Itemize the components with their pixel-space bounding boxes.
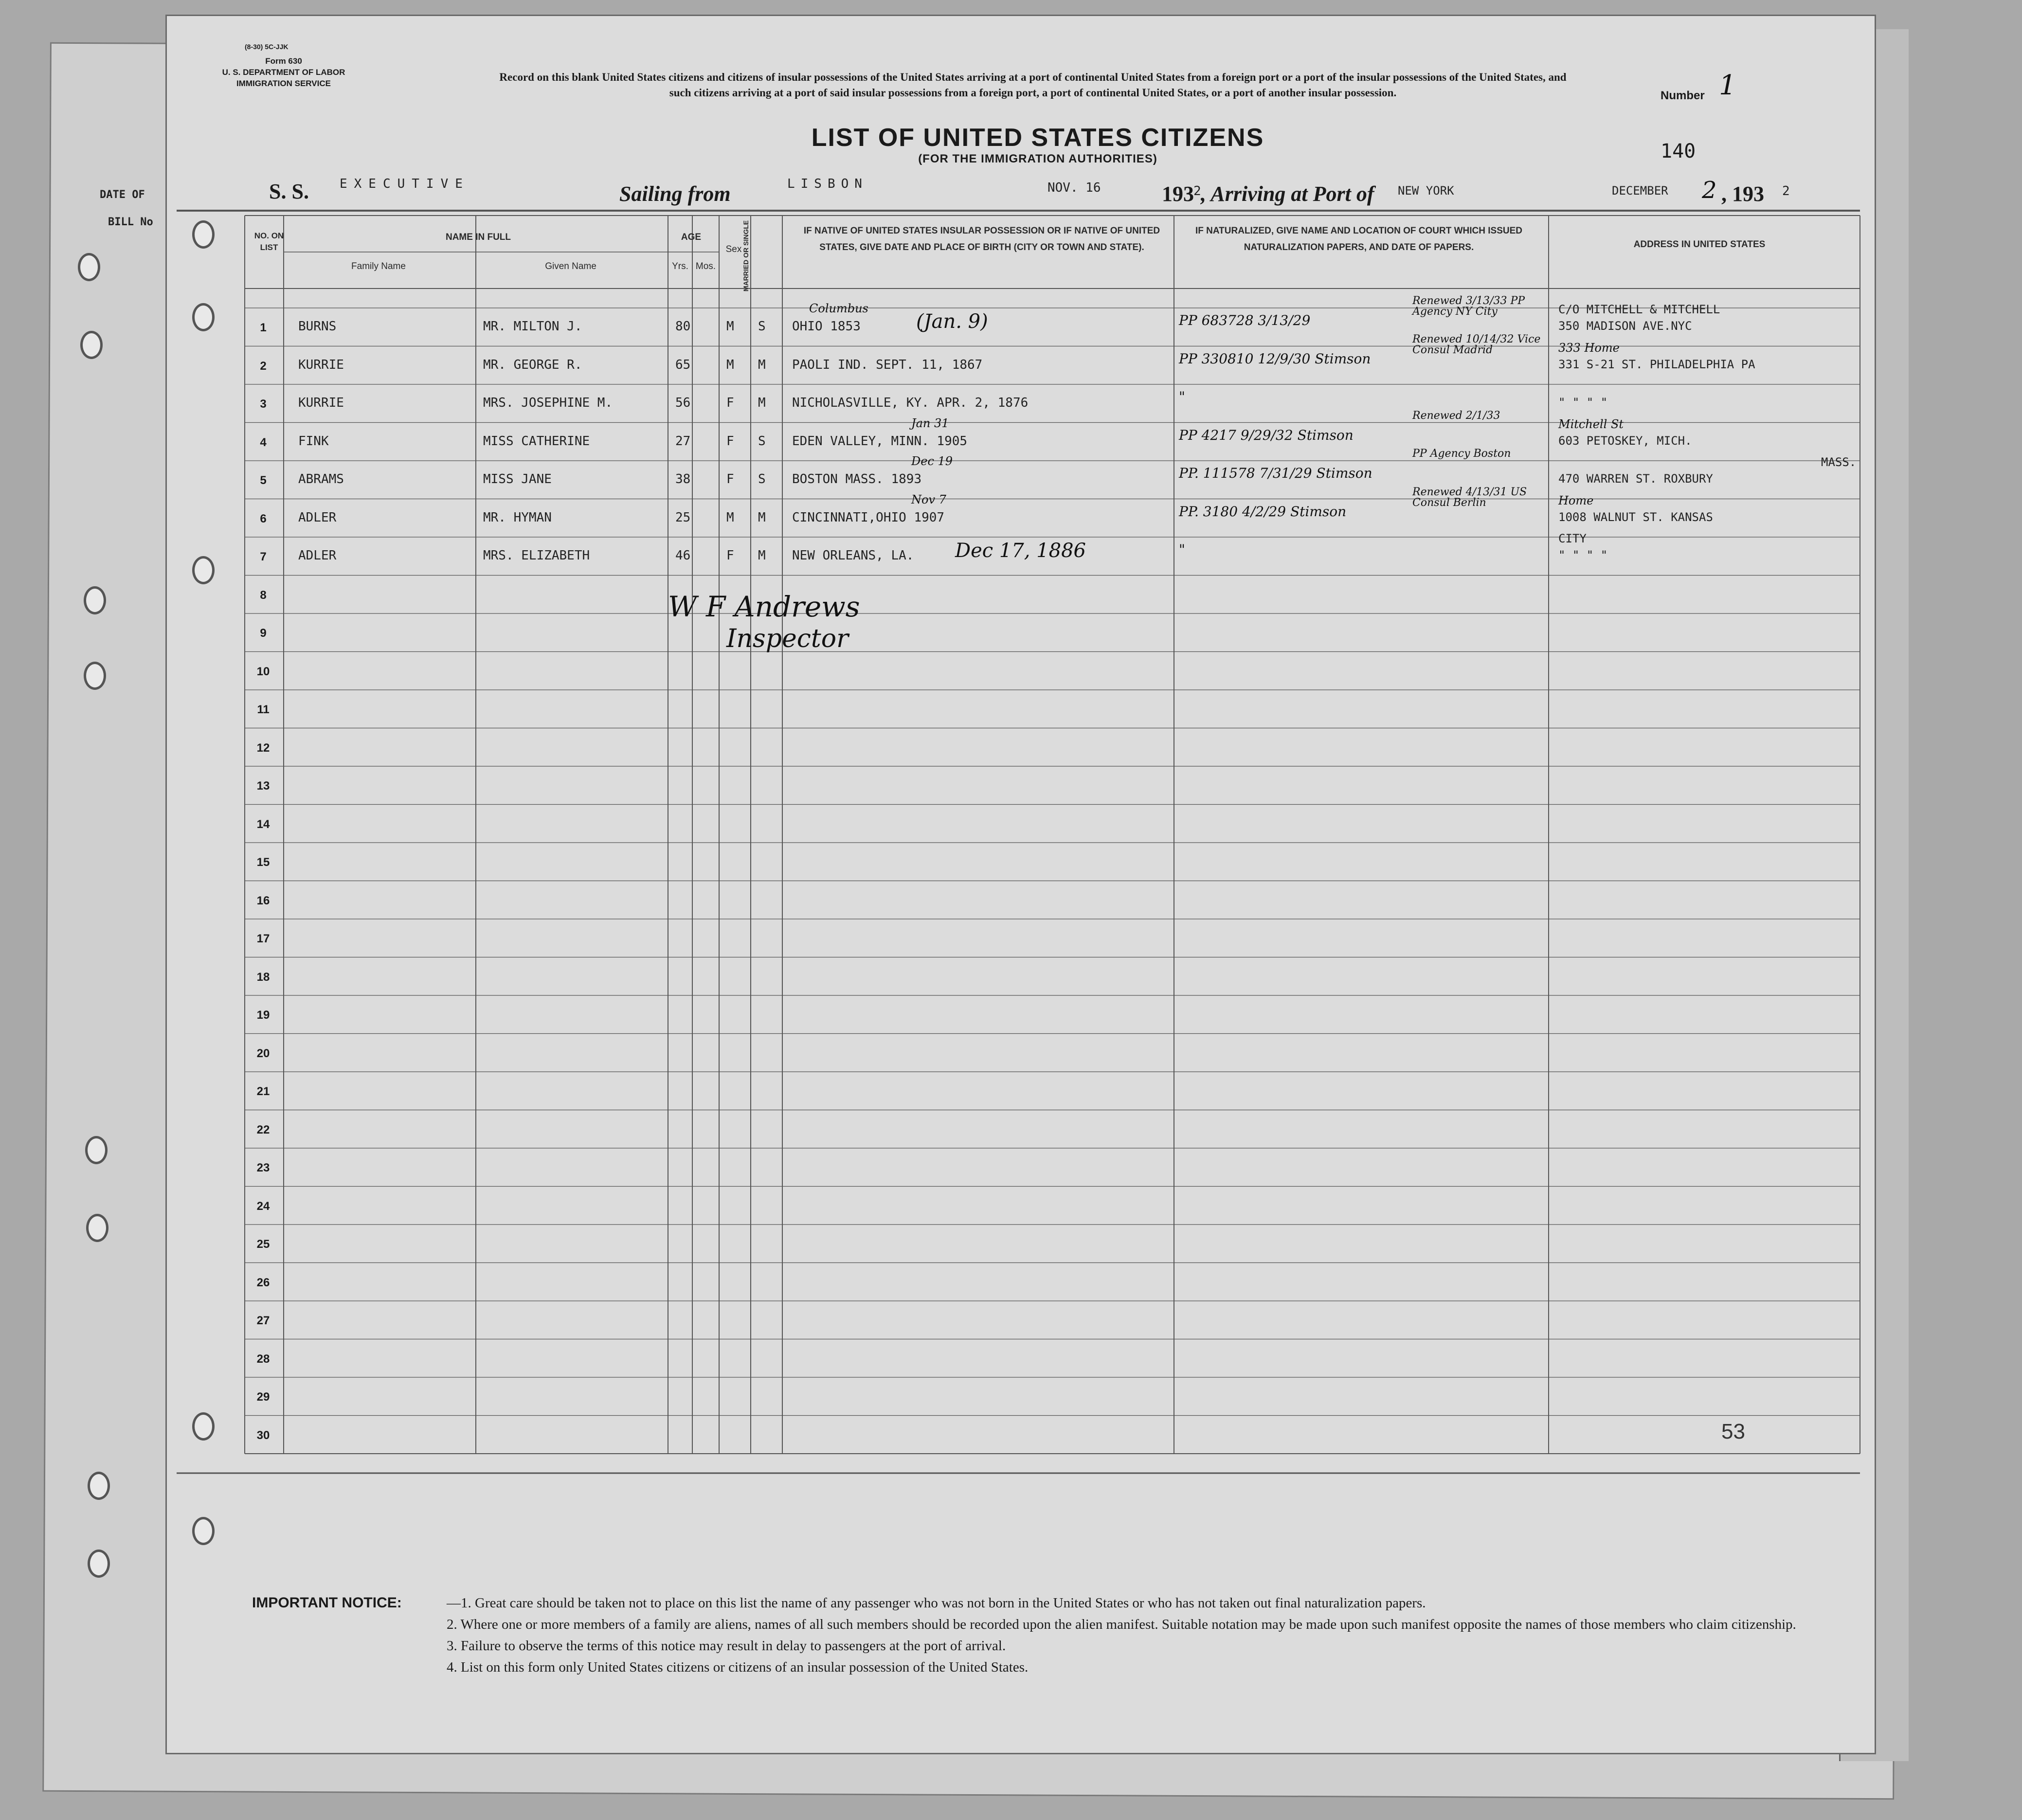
given-name: MR. GEORGE R. bbox=[483, 357, 582, 372]
sheet-hole bbox=[192, 1517, 215, 1545]
birth-place-date: NICHOLASVILLE, KY. APR. 2, 1876 bbox=[792, 396, 1029, 410]
naturalization-papers: PP 4217 9/29/32 Stimson bbox=[1179, 427, 1354, 443]
manifest-sheet bbox=[165, 15, 1876, 1754]
ss-label: S. S. bbox=[269, 180, 309, 203]
col-mos: Mos. bbox=[695, 261, 716, 271]
sheet-hole bbox=[192, 556, 215, 584]
arrival-year-prefix: , 193 bbox=[1721, 182, 1764, 206]
us-address: 470 WARREN ST. ROXBURY bbox=[1558, 472, 1713, 486]
important-notice bbox=[252, 1592, 1799, 1678]
row-number: 21 bbox=[256, 1085, 270, 1098]
sex: F bbox=[726, 472, 734, 487]
age-years: 80 bbox=[675, 319, 691, 334]
sheet-hole bbox=[192, 303, 215, 331]
under-sheet-label-bill: BILL No bbox=[108, 216, 153, 228]
us-address: " " " " bbox=[1558, 396, 1608, 409]
given-name: MR. HYMAN bbox=[483, 510, 552, 525]
col-married-single: MARRIED OR SINGLE bbox=[742, 220, 750, 292]
family-name: ADLER bbox=[298, 510, 337, 525]
us-address: 331 S-21 ST. PHILADELPHIA PA bbox=[1558, 357, 1755, 371]
us-address: 1008 WALNUT ST. KANSAS bbox=[1558, 510, 1713, 524]
inspector-title: Inspector bbox=[726, 624, 849, 653]
family-name: ABRAMS bbox=[298, 472, 344, 487]
given-name: MR. MILTON J. bbox=[483, 319, 582, 334]
marital-status: M bbox=[758, 548, 766, 563]
age-years: 46 bbox=[675, 548, 691, 563]
sex: F bbox=[726, 396, 734, 410]
row-number: 29 bbox=[256, 1390, 270, 1404]
notice-item-1: —1. Great care should be taken not to place on this list the name of any passenger who was not born in the United States or who has not taken out final naturalization papers. bbox=[447, 1595, 1426, 1611]
naturalization-note: Renewed 2/1/33 bbox=[1412, 409, 1500, 422]
family-name: ADLER bbox=[298, 548, 337, 563]
family-name: KURRIE bbox=[298, 396, 344, 410]
depart-year-prefix: 193 bbox=[1162, 182, 1194, 206]
page-number: 140 bbox=[1661, 140, 1696, 162]
service-name: IMMIGRATION SERVICE bbox=[236, 79, 331, 88]
row-number: 19 bbox=[256, 1009, 270, 1022]
col-given-name: Given Name bbox=[545, 261, 596, 271]
col-sex: Sex bbox=[725, 244, 742, 254]
notice-item-4: 4. List on this form only United States citizens or citizens of an insular possession of the United States. bbox=[447, 1659, 1029, 1675]
binder-hole bbox=[80, 331, 103, 359]
naturalization-note: Renewed 3/13/33 PP Agency NY City bbox=[1412, 295, 1525, 318]
birth-place-date: NEW ORLEANS, LA. bbox=[792, 548, 914, 563]
col-family-name: Family Name bbox=[351, 261, 406, 271]
row-number: 1 bbox=[260, 321, 267, 334]
page-title: LIST OF UNITED STATES CITIZENS bbox=[811, 124, 1264, 152]
binder-hole bbox=[88, 1550, 110, 1578]
row-number: 17 bbox=[256, 932, 270, 945]
row-number: 5 bbox=[260, 474, 267, 487]
birth-date-handwritten: Dec 17, 1886 bbox=[955, 540, 1086, 562]
row-number: 13 bbox=[256, 779, 270, 793]
given-name: MRS. JOSEPHINE M. bbox=[483, 396, 613, 410]
row-number: 12 bbox=[256, 741, 270, 755]
notice-item-2: 2. Where one or more members of a family are aliens, names of all such members should be recorded upon the alien manifest. Suitable notation may be made upon such manifest opposite the names of those members who claim citizenship. bbox=[447, 1617, 1796, 1632]
naturalization-papers: PP. 111578 7/31/29 Stimson bbox=[1179, 465, 1372, 481]
family-name: KURRIE bbox=[298, 357, 344, 372]
notice-item-3: 3. Failure to observe the terms of this notice may result in delay to passengers at the port of arrival. bbox=[447, 1638, 1006, 1654]
inspector-signature: W F Andrews bbox=[668, 590, 860, 623]
naturalization-note: PP Agency Boston bbox=[1412, 448, 1511, 460]
birth-note-handwritten: Columbus bbox=[809, 302, 868, 315]
age-years: 56 bbox=[675, 396, 691, 410]
row-number: 3 bbox=[260, 397, 267, 411]
us-address-note: 333 Home bbox=[1558, 341, 1620, 355]
col-yrs: Yrs. bbox=[672, 261, 688, 271]
naturalization-papers: PP 330810 12/9/30 Stimson bbox=[1179, 350, 1371, 367]
sex: M bbox=[726, 357, 734, 372]
us-address: 350 MADISON AVE.NYC bbox=[1558, 319, 1692, 333]
marital-status: M bbox=[758, 396, 766, 410]
row-number: 16 bbox=[256, 894, 270, 907]
age-years: 38 bbox=[675, 472, 691, 487]
marital-status: M bbox=[758, 357, 766, 372]
birth-place-date: PAOLI IND. SEPT. 11, 1867 bbox=[792, 357, 983, 372]
number-label: Number bbox=[1661, 89, 1705, 102]
row-number: 20 bbox=[256, 1046, 270, 1060]
row-number: 15 bbox=[256, 856, 270, 869]
form-number: Form 630 bbox=[265, 56, 302, 66]
record-instructions: Record on this blank United States citizens and citizens of insular possessions of the United States arriving at a port of continental United States from a foreign port or a port of the insular possessions of the United States, and such citizens arriving at a port of said insular possessions from a foreign port, a port of continental United States, or a port of another insular possession. bbox=[499, 71, 1567, 99]
naturalization-papers: PP 683728 3/13/29 bbox=[1179, 312, 1311, 328]
row-number: 14 bbox=[256, 817, 270, 831]
marital-status: M bbox=[758, 510, 766, 525]
col-name-in-full: NAME IN FULL bbox=[445, 232, 511, 242]
notice-label: IMPORTANT NOTICE: bbox=[252, 1595, 402, 1611]
row-number: 18 bbox=[256, 970, 270, 984]
arrival-port: NEW YORK bbox=[1398, 184, 1454, 198]
us-address: " " " " bbox=[1558, 548, 1608, 562]
depart-date: NOV. 16 bbox=[1047, 180, 1101, 195]
row-number: 11 bbox=[257, 703, 270, 716]
us-address: 603 PETOSKEY, MICH. bbox=[1558, 433, 1692, 448]
stamp-number: 53 bbox=[1721, 1420, 1745, 1443]
under-sheet-label-date: DATE OF bbox=[100, 189, 145, 201]
us-address-note: MASS. bbox=[1821, 455, 1857, 469]
row-number: 2 bbox=[260, 359, 267, 373]
row-number: 28 bbox=[256, 1352, 270, 1366]
ship-name: EXECUTIVE bbox=[340, 177, 469, 191]
page-subtitle: (FOR THE IMMIGRATION AUTHORITIES) bbox=[918, 152, 1157, 165]
row-number: 24 bbox=[256, 1199, 270, 1213]
us-address-note: C/O MITCHELL & MITCHELL bbox=[1558, 303, 1720, 316]
sheet-hole bbox=[192, 220, 215, 249]
us-address-note: CITY bbox=[1558, 532, 1587, 545]
col-birth: IF NATIVE OF UNITED STATES INSULAR POSSESSION OR IF NATIVE OF UNITED STATES, GIVE DATE AND PLACE OF BIRTH (CITY OR TOWN AND STATE). bbox=[803, 226, 1160, 252]
birth-note-handwritten: Dec 19 bbox=[911, 454, 953, 468]
birth-place-date: BOSTON MASS. 1893 bbox=[792, 472, 922, 487]
naturalization-papers: " bbox=[1179, 389, 1185, 405]
marital-status: S bbox=[758, 472, 766, 487]
row-number: 4 bbox=[260, 435, 267, 449]
marital-status: S bbox=[758, 433, 766, 449]
sailing-label: Sailing from bbox=[619, 182, 731, 206]
row-number: 26 bbox=[256, 1276, 270, 1289]
binder-hole bbox=[84, 586, 106, 614]
family-name: BURNS bbox=[298, 319, 337, 334]
depart-year-suffix: 2 bbox=[1193, 184, 1201, 198]
arriving-label: , Arriving at Port of bbox=[1201, 182, 1374, 206]
row-number: 23 bbox=[256, 1161, 270, 1174]
sex: M bbox=[726, 510, 734, 525]
naturalization-note: Renewed 10/14/32 Vice Consul Madrid bbox=[1412, 333, 1541, 356]
birth-place-date: EDEN VALLEY, MINN. 1905 bbox=[792, 433, 968, 449]
birth-place-date: CINCINNATI,OHIO 1907 bbox=[792, 510, 945, 525]
row-number: 9 bbox=[260, 627, 267, 640]
col-age: AGE bbox=[681, 232, 702, 242]
col-no-on-list: NO. ON LIST bbox=[254, 231, 284, 252]
from-port: LISBON bbox=[787, 177, 868, 191]
row-number: 30 bbox=[256, 1428, 270, 1442]
us-address-note: Mitchell St bbox=[1558, 417, 1624, 431]
row-number: 22 bbox=[256, 1123, 270, 1136]
naturalization-papers: PP. 3180 4/2/29 Stimson bbox=[1179, 503, 1347, 520]
arrival-day: 2 bbox=[1702, 177, 1717, 204]
family-name: FINK bbox=[298, 433, 329, 449]
birth-note-handwritten: Nov 7 bbox=[911, 492, 946, 506]
age-years: 27 bbox=[675, 433, 691, 449]
row-number: 10 bbox=[256, 665, 270, 678]
number-value: 1 bbox=[1719, 70, 1736, 101]
naturalization-note: Renewed 4/13/31 US Consul Berlin bbox=[1412, 486, 1527, 509]
binder-hole bbox=[85, 1136, 108, 1164]
arrival-date: DECEMBER bbox=[1612, 184, 1668, 198]
row-number: 7 bbox=[260, 550, 267, 563]
arrival-year-suffix: 2 bbox=[1782, 184, 1790, 198]
given-name: MRS. ELIZABETH bbox=[483, 548, 590, 563]
marital-status: S bbox=[758, 319, 766, 334]
age-years: 65 bbox=[675, 357, 691, 372]
sex: F bbox=[726, 433, 734, 449]
department-name: U. S. DEPARTMENT OF LABOR bbox=[222, 68, 345, 77]
binder-hole bbox=[88, 1472, 110, 1500]
row-number: 6 bbox=[260, 512, 267, 525]
col-naturalized: IF NATURALIZED, GIVE NAME AND LOCATION OF COURT WHICH ISSUED NATURALIZATION PAPERS, AND DATE OF PAPERS. bbox=[1195, 226, 1522, 252]
age-years: 25 bbox=[675, 510, 691, 525]
sex: M bbox=[726, 319, 734, 334]
row-number: 27 bbox=[256, 1314, 270, 1327]
naturalization-papers: " bbox=[1179, 541, 1185, 558]
sex: F bbox=[726, 548, 734, 563]
form-code: (8-30) 5C-JJK bbox=[245, 43, 289, 51]
binder-hole bbox=[84, 662, 106, 690]
sheet-hole bbox=[192, 1412, 215, 1441]
birth-place-date: OHIO 1853 bbox=[792, 319, 861, 334]
row-number: 25 bbox=[256, 1238, 270, 1251]
binder-hole bbox=[86, 1214, 108, 1242]
birth-note-handwritten: Jan 31 bbox=[911, 416, 949, 430]
given-name: MISS JANE bbox=[483, 472, 552, 487]
birth-date-handwritten: (Jan. 9) bbox=[916, 310, 988, 333]
given-name: MISS CATHERINE bbox=[483, 433, 590, 449]
row-number: 8 bbox=[260, 588, 267, 602]
binder-hole bbox=[78, 253, 100, 281]
form-grid bbox=[167, 16, 1875, 1753]
col-address: ADDRESS IN UNITED STATES bbox=[1633, 239, 1766, 250]
us-address-note: Home bbox=[1558, 493, 1594, 507]
